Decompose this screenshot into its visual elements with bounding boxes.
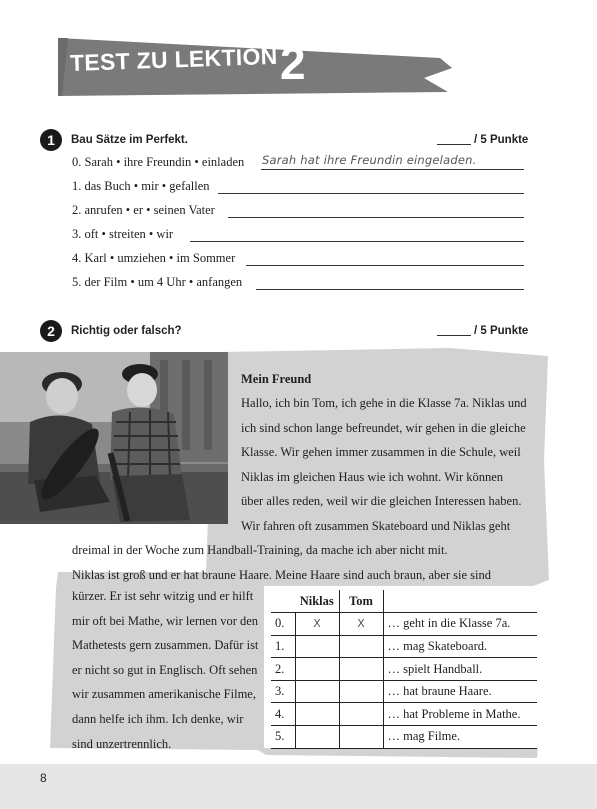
answer-line[interactable]: [218, 193, 524, 194]
checkbox-niklas[interactable]: [295, 726, 339, 749]
reading-text-left: [72, 584, 258, 756]
exercise-1-item-1: [72, 179, 524, 195]
column-header-niklas: Niklas: [295, 590, 339, 613]
item-prompt: 5. der Film • um 4 Uhr • anfangen: [72, 275, 245, 290]
text-line: sind unzertrennlich.: [72, 736, 172, 751]
exercise-1-number: 1: [40, 129, 62, 151]
checkbox-tom[interactable]: [339, 635, 383, 658]
score-blank[interactable]: [437, 144, 471, 145]
page-title: TEST ZU LEKTION: [69, 42, 278, 76]
table-row: [271, 635, 537, 658]
exercise-1-points-label: / 5 Punkte: [474, 134, 529, 146]
exercise-2-points: [437, 325, 528, 337]
row-number: 3.: [271, 680, 295, 703]
exercise-2-title: Richtig oder falsch?: [71, 325, 182, 337]
table-row: [271, 726, 537, 749]
table-row: [271, 613, 537, 636]
text-line: über alles reden, weil wir die gleichen Interessen haben.: [241, 494, 522, 509]
answer-line[interactable]: [256, 289, 524, 290]
score-blank[interactable]: [437, 335, 471, 336]
text-line: Mathetests gern zusammen. Dafür ist: [72, 638, 259, 653]
exercise-1-item-3: [72, 227, 524, 243]
row-statement: … mag Skateboard.: [383, 635, 537, 658]
exercise-1-item-5: [72, 275, 524, 291]
text-line: Wir fahren oft zusammen Skateboard und Niklas geht: [241, 518, 511, 533]
checkbox-tom[interactable]: [339, 703, 383, 726]
text-line: wir zusammen amerikanische Filme,: [72, 687, 256, 702]
item-prompt: 1. das Buch • mir • gefallen: [72, 179, 213, 194]
reading-title: Mein Freund: [241, 372, 312, 386]
exercise-1-title: Bau Sätze im Perfekt.: [71, 134, 188, 146]
item-prompt: 4. Karl • umziehen • im Sommer: [72, 251, 238, 266]
checkbox-niklas[interactable]: [295, 703, 339, 726]
table-header-row: [271, 590, 537, 613]
header-empty-cell: [383, 590, 537, 613]
row-number: 5.: [271, 726, 295, 749]
table-row: [271, 658, 537, 681]
page-footer: [0, 764, 597, 809]
reading-text-full: [72, 538, 491, 587]
exercise-1-points: [437, 134, 528, 146]
answer-line[interactable]: [228, 217, 524, 218]
reading-text-right: [241, 391, 527, 539]
answer-line[interactable]: [246, 265, 524, 266]
text-line: ich sind schon lange befreundet, wir gehen in die gleiche: [241, 420, 526, 435]
header-empty-cell: [271, 590, 295, 613]
row-number: 0.: [271, 613, 295, 636]
text-line: er nicht so gut in Englisch. Oft sehen: [72, 662, 258, 677]
row-statement: … spielt Handball.: [383, 658, 537, 681]
checkbox-tom[interactable]: X: [339, 613, 383, 636]
lesson-number: 2: [280, 37, 306, 89]
checkbox-tom[interactable]: [339, 680, 383, 703]
checkbox-niklas[interactable]: [295, 658, 339, 681]
table-row: [271, 680, 537, 703]
text-line: mir oft bei Mathe, wir lernen vor den: [72, 613, 259, 628]
checkbox-niklas[interactable]: X: [295, 613, 339, 636]
answer-line[interactable]: [190, 241, 524, 242]
row-number: 2.: [271, 658, 295, 681]
text-line: Niklas ist groß und er hat braune Haare. Meine Haare sind auch braun, aber sie sind: [72, 567, 491, 582]
handwritten-answer: Sarah hat ihre Freundin eingeladen.: [262, 153, 477, 167]
text-line: dann helfe ich ihm. Ich denke, wir: [72, 711, 244, 726]
row-statement: … hat Probleme in Mathe.: [383, 703, 537, 726]
row-statement: … geht in die Klasse 7a.: [383, 613, 537, 636]
row-number: 1.: [271, 635, 295, 658]
checkbox-niklas[interactable]: [295, 680, 339, 703]
page-number: 8: [40, 771, 47, 785]
table-row: [271, 703, 537, 726]
checkbox-tom[interactable]: [339, 658, 383, 681]
exercise-2-number: 2: [40, 320, 62, 342]
exercise-1-item-0: [72, 155, 524, 171]
checkbox-tom[interactable]: [339, 726, 383, 749]
text-line: dreimal in der Woche zum Handball-Training, da mache ich aber nicht mit.: [72, 543, 448, 557]
text-line: Hallo, ich bin Tom, ich gehe in die Klasse 7a. Niklas und: [241, 396, 527, 410]
column-header-tom: Tom: [339, 590, 383, 613]
exercise-2-points-label: / 5 Punkte: [474, 325, 529, 337]
true-false-table: [271, 590, 537, 749]
item-prompt: 0. Sarah • ihre Freundin • einladen: [72, 155, 247, 170]
exercise-1-item-2: [72, 203, 524, 219]
row-number: 4.: [271, 703, 295, 726]
text-line: Niklas im gleichen Haus wie ich wohnt. Wir können: [241, 469, 504, 484]
answer-line[interactable]: [261, 169, 524, 170]
item-prompt: 2. anrufen • er • seinen Vater: [72, 203, 218, 218]
row-statement: … mag Filme.: [383, 726, 537, 749]
photo-two-boys: [0, 352, 228, 524]
text-line: kürzer. Er ist sehr witzig und er hilft: [72, 589, 254, 603]
text-line: Klasse. Wir gehen immer zusammen in die Schule, weil: [241, 445, 521, 460]
row-statement: … hat braune Haare.: [383, 680, 537, 703]
item-prompt: 3. oft • streiten • wir: [72, 227, 176, 242]
exercise-1-item-4: [72, 251, 524, 267]
checkbox-niklas[interactable]: [295, 635, 339, 658]
true-false-table-panel: [264, 586, 550, 748]
